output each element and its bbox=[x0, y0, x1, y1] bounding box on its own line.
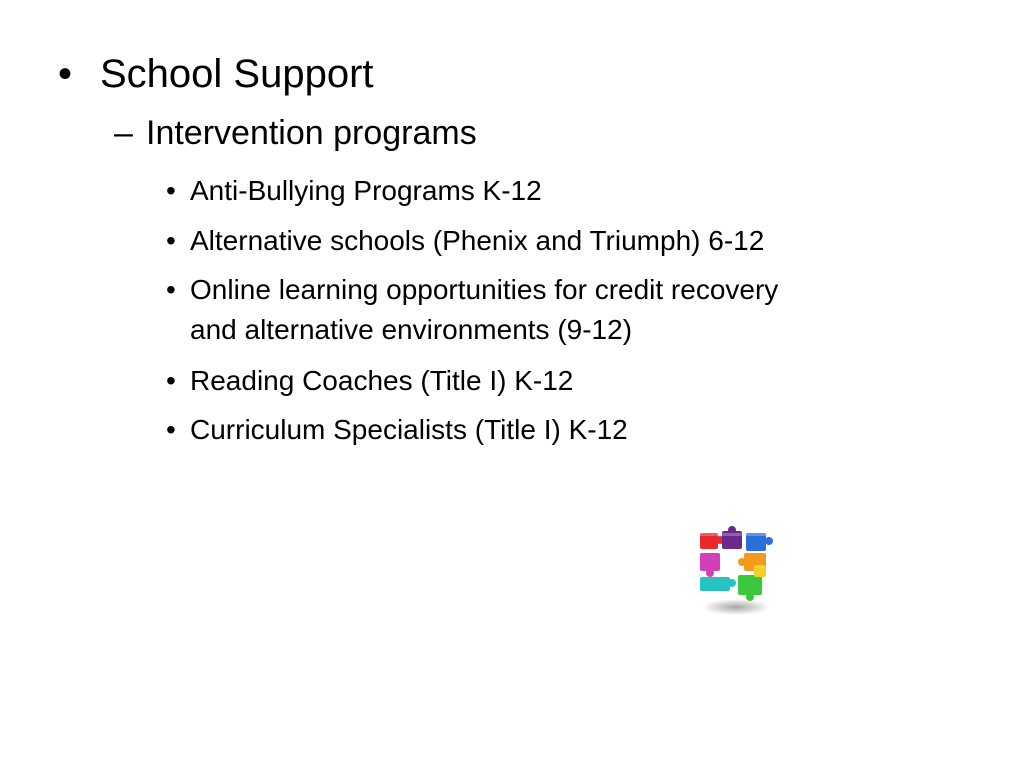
bullet-marker: • bbox=[58, 52, 73, 96]
puzzle-piece-green bbox=[738, 575, 762, 601]
puzzle-shadow bbox=[702, 599, 770, 615]
puzzle-piece-yellow bbox=[754, 565, 766, 577]
slide-subtitle: Intervention programs bbox=[146, 114, 477, 152]
dash-marker: – bbox=[114, 114, 133, 152]
bullet-marker: • bbox=[166, 414, 176, 445]
bullet-marker: • bbox=[166, 274, 176, 305]
list-item-text: Reading Coaches (Title I) K-12 bbox=[190, 365, 574, 396]
puzzle-piece-magenta bbox=[700, 553, 720, 577]
puzzle-piece-purple bbox=[722, 526, 742, 549]
bullet-marker: • bbox=[166, 175, 176, 206]
bullet-marker: • bbox=[166, 365, 176, 396]
puzzle-pieces-icon bbox=[692, 525, 784, 617]
list-item-text: Curriculum Specialists (Title I) K-12 bbox=[190, 414, 628, 445]
bullet-marker: • bbox=[166, 225, 176, 256]
list-item-text: Online learning opportunities for credit recovery bbox=[190, 274, 779, 305]
list-item-text: Alternative schools (Phenix and Triumph) 6-12 bbox=[190, 225, 765, 256]
puzzle-highlight bbox=[700, 533, 766, 536]
list-item-text: Anti-Bullying Programs K-12 bbox=[190, 175, 542, 206]
puzzle-piece-teal bbox=[700, 577, 736, 591]
slide-title: School Support bbox=[100, 52, 374, 96]
list-item-text-continued: and alternative environments (9-12) bbox=[190, 314, 633, 345]
